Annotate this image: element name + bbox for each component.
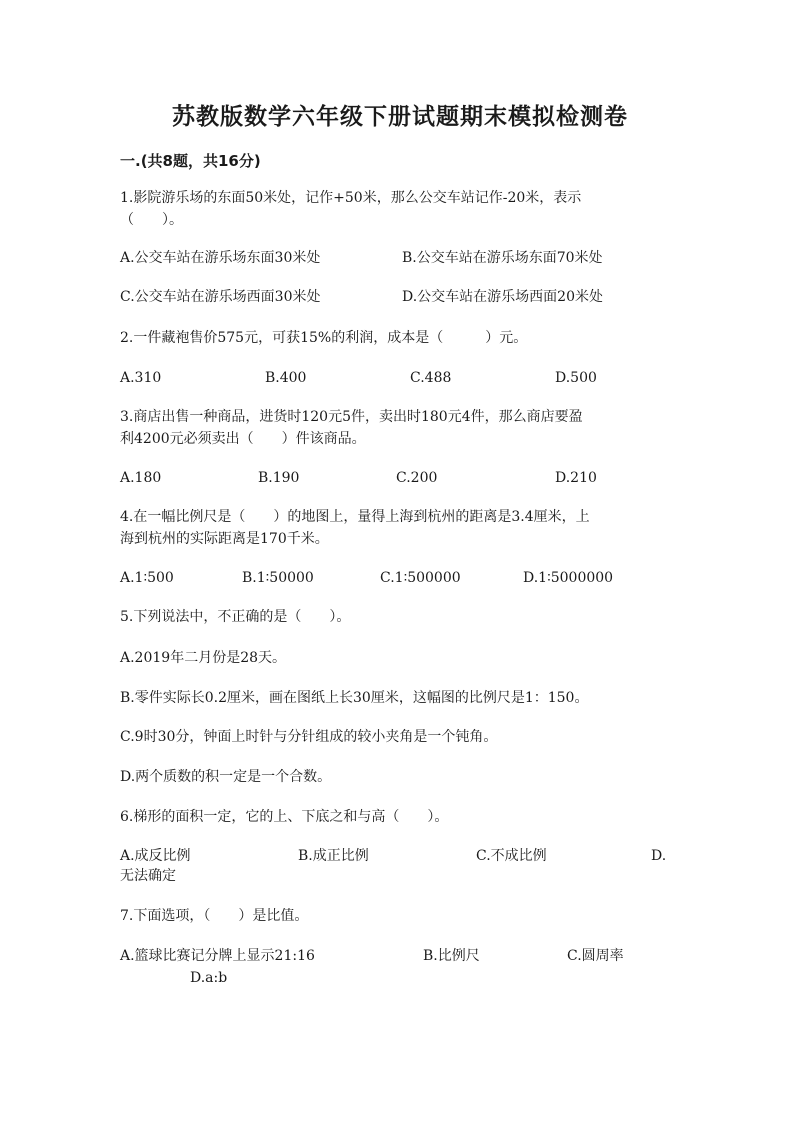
question-1-text-line-1: 1.影院游乐场的东面50米处，记作+50米，那么公交车站记作-20米，表示 xyxy=(120,190,582,206)
question-3-option-a: A.180 xyxy=(120,470,162,486)
question-5-option-d: D.两个质数的积一定是一个合数。 xyxy=(120,769,332,785)
question-1-option-a: A.公交车站在游乐场东面30米处 xyxy=(120,250,321,266)
question-1-option-d: D.公交车站在游乐场西面20米处 xyxy=(402,289,603,305)
question-3-option-d: D.210 xyxy=(555,470,597,486)
question-4-option-c: C.1∶500000 xyxy=(380,570,461,586)
question-5-option-c: C.9时30分，钟面上时针与分针组成的较小夹角是一个钝角。 xyxy=(120,729,498,745)
question-6-option-d-label: D. xyxy=(651,848,667,864)
question-7-text: 7.下面选项，（ ）是比值。 xyxy=(120,908,309,924)
question-5-option-b: B.零件实际长0.2厘米，画在图纸上长30厘米，这幅图的比例尺是1：150。 xyxy=(120,690,589,706)
question-3-text-line-2: 利4200元必须卖出（ ）件该商品。 xyxy=(120,431,366,447)
question-5-text: 5.下列说法中，不正确的是（ ）。 xyxy=(120,609,351,625)
question-2-option-d: D.500 xyxy=(555,370,597,386)
question-3-option-b: B.190 xyxy=(258,470,300,486)
question-6-option-d-text: 无法确定 xyxy=(120,868,176,884)
question-4-option-d: D.1∶5000000 xyxy=(523,570,614,586)
question-3-text-line-1: 3.商店出售一种商品，进货时120元5件，卖出时180元4件，那么商店要盈 xyxy=(120,409,583,425)
question-7-option-d: D.a:b xyxy=(190,970,228,986)
question-4-text-line-2: 海到杭州的实际距离是170千米。 xyxy=(120,531,329,547)
question-7-option-b: B.比例尺 xyxy=(423,948,480,964)
question-5-option-a: A.2019年二月份是28天。 xyxy=(120,650,287,666)
question-2-option-b: B.400 xyxy=(265,370,307,386)
question-6-option-b: B.成正比例 xyxy=(298,848,369,864)
question-2-option-a: A.310 xyxy=(120,370,162,386)
section-heading: 一.(共8题，共16分) xyxy=(120,152,261,170)
question-7-option-a: A.篮球比赛记分牌上显示21:16 xyxy=(120,948,315,964)
page-title: 苏教版数学六年级下册试题期末模拟检测卷 xyxy=(172,103,628,130)
question-6-text: 6.梯形的面积一定，它的上、下底之和与高（ ）。 xyxy=(120,809,449,825)
question-4-option-b: B.1∶50000 xyxy=(242,570,314,586)
question-1-text-line-2: （ ）。 xyxy=(120,212,183,228)
question-3-option-c: C.200 xyxy=(396,470,438,486)
question-4-option-a: A.1∶500 xyxy=(120,570,174,586)
question-4-text-line-1: 4.在一幅比例尺是（ ）的地图上，量得上海到杭州的距离是3.4厘米，上 xyxy=(120,509,590,525)
question-2-option-c: C.488 xyxy=(410,370,452,386)
question-6-option-c: C.不成比例 xyxy=(476,848,547,864)
question-1-option-b: B.公交车站在游乐场东面70米处 xyxy=(402,250,603,266)
question-1-option-c: C.公交车站在游乐场西面30米处 xyxy=(120,289,321,305)
question-2-text: 2.一件藏袍售价575元，可获15%的利润，成本是（ ）元。 xyxy=(120,330,528,346)
question-7-option-c: C.圆周率 xyxy=(567,948,624,964)
question-6-option-a: A.成反比例 xyxy=(120,848,191,864)
